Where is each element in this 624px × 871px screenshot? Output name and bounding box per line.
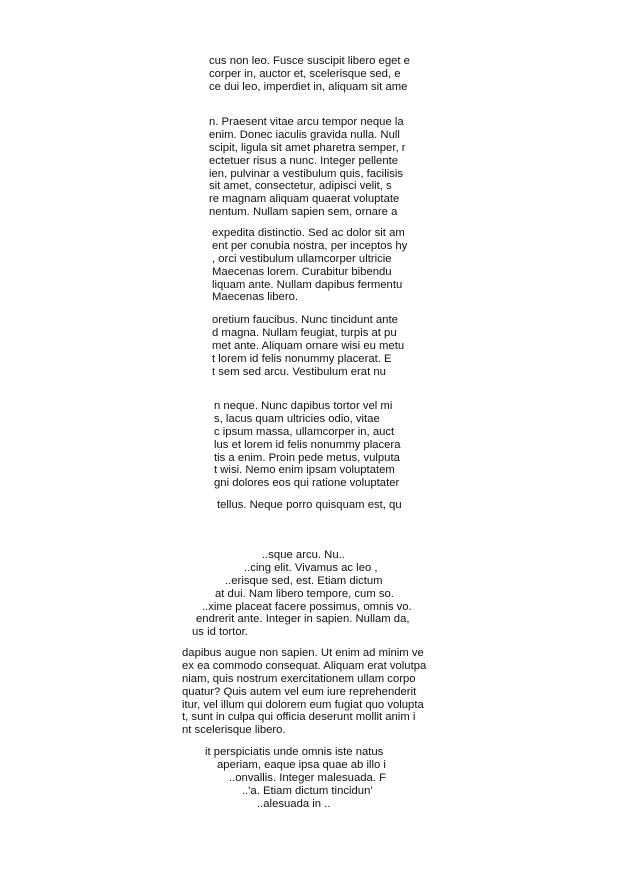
- text-line: lus et lorem id felis nonummy placera: [214, 438, 401, 451]
- text-line: ..'a. Etiam dictum tincidun': [242, 784, 373, 797]
- text-line: t sem sed arcu. Vestibulum erat nu: [212, 365, 386, 378]
- text-block-3: [212, 227, 415, 304]
- text-block-2: [209, 116, 415, 219]
- text-block-4: [212, 314, 415, 378]
- text-block-9: [195, 746, 435, 810]
- text-line: at dui. Nam libero tempore, cum so.: [215, 587, 394, 600]
- text-line: met ante. Aliquam ornare wisi eu metu: [212, 339, 405, 352]
- text-line: t, sunt in culpa qui officia deserunt mollit anim i: [182, 711, 416, 724]
- text-line: nentum. Nullam sapien sem, ornare a: [209, 206, 398, 219]
- text-line: enim. Donec iaculis gravida nulla. Null: [209, 128, 400, 141]
- text-line: niam, quis nostrum exercitationem ullam corpo: [182, 672, 416, 685]
- text-line: nt scelerisque libero.: [182, 724, 286, 737]
- text-line: ..erisque sed, est. Etiam dictum: [225, 574, 383, 587]
- text-line: re magnam aliquam quaerat voluptate: [209, 193, 400, 206]
- text-line: cus non leo. Fusce suscipit libero eget e: [209, 55, 410, 67]
- text-line: ex ea commodo consequat. Aliquam erat volutpa: [182, 659, 427, 672]
- text-line: d magna. Nullam feugiat, turpis at pu: [212, 326, 397, 339]
- text-block-8: [182, 647, 441, 737]
- text-line: it perspiciatis unde omnis iste natus: [205, 746, 384, 758]
- text-line: corper in, auctor et, scelerisque sed, e: [209, 67, 401, 80]
- text-line: ..onvallis. Integer malesuada. F: [229, 771, 386, 784]
- text-block-7: [192, 549, 427, 639]
- text-block-1: [209, 55, 415, 94]
- text-line: quatur? Quis autem vel eum iure reprehenderit: [182, 685, 417, 698]
- text-line: liquam ante. Nullam dapibus fermentu: [212, 278, 403, 291]
- text-line: ectetuer risus a nunc. Integer pellente: [209, 154, 399, 167]
- text-line: ent per conubia nostra, per inceptos hy: [212, 239, 408, 252]
- text-line: ..sque arcu. Nu..: [262, 549, 345, 561]
- text-block-6: [217, 499, 412, 512]
- text-line: scipit, ligula sit amet pharetra semper, r: [209, 141, 406, 154]
- text-line: n. Praesent vitae arcu tempor neque la: [209, 116, 404, 128]
- text-line: ien, pulvinar a vestibulum quis, facilisis: [209, 167, 404, 180]
- text-line: , orci vestibulum ullamcorper ultricie: [212, 252, 392, 265]
- text-line: tellus. Neque porro quisquam est, qu: [217, 499, 402, 511]
- text-line: n neque. Nunc dapibus tortor vel mi: [214, 400, 393, 412]
- text-line: oretium faucibus. Nunc tincidunt ante: [212, 314, 398, 326]
- text-line: t lorem id felis nonummy placerat. E: [212, 352, 392, 365]
- text-line: t wisi. Nemo enim ipsam voluptatem: [214, 464, 395, 477]
- text-line: dapibus augue non sapien. Ut enim ad minim ve: [182, 647, 424, 659]
- text-line: Maecenas lorem. Curabitur bibendu: [212, 265, 392, 278]
- text-line: us id tortor.: [192, 626, 248, 639]
- text-line: itur, vel illum qui dolorem eum fugiat quo volupta: [182, 698, 424, 711]
- text-line: ce dui leo, imperdiet in, aliquam sit ame: [209, 80, 408, 93]
- text-line: aperiam, eaque ipsa quae ab illo i: [217, 758, 386, 771]
- text-line: tis a enim. Proin pede metus, vulputa: [214, 451, 400, 464]
- text-line: sit amet, consectetur, adipisci velit, s: [209, 180, 392, 193]
- text-line: ..xime placeat facere possimus, omnis vo.: [202, 600, 412, 613]
- text-line: s, lacus quam ultricies odio, vitae: [214, 412, 380, 425]
- text-line: expedita distinctio. Sed ac dolor sit am: [212, 227, 405, 239]
- text-block-5: [214, 400, 414, 490]
- text-line: Maecenas libero.: [212, 291, 299, 304]
- text-line: c ipsum massa, ullamcorper in, auct: [214, 425, 395, 438]
- text-line: endrerit ante. Integer in sapien. Nullam da,: [196, 613, 410, 626]
- text-line: ..cing elit. Vivamus ac leo ,: [244, 561, 378, 574]
- text-line: ..alesuada in ..: [257, 797, 331, 810]
- text-line: gni dolores eos qui ratione voluptater: [214, 477, 400, 490]
